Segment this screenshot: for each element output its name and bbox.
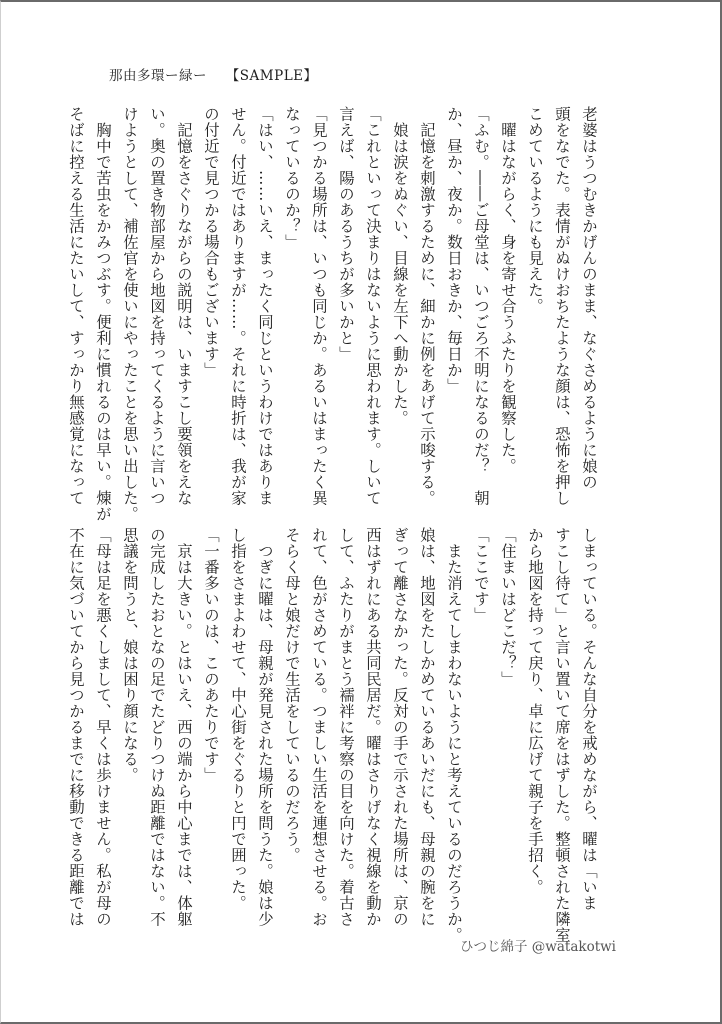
text-line: 西はずれにある共同民居だ。曜はさりげなく視線を動か xyxy=(364,527,382,927)
text-line: から地図を持って戻り、卓に広げて親子を手招く。 xyxy=(526,527,544,895)
text-column-top xyxy=(67,106,602,522)
text-line: 「母は足を悪くしまして、早くは歩けません。私が母の xyxy=(94,527,112,927)
text-line: 頭をなでた。表情がぬけおちたような顔は、恐怖を押し xyxy=(553,106,571,506)
text-line: すこし待て」と言い置いて席をはずした。整頓された隣室 xyxy=(553,527,571,943)
text-line: こめているようにも見えた。 xyxy=(526,106,544,314)
text-line: そばに控える生活にたいして、すっかり無感覚になって xyxy=(67,106,85,506)
text-line: 「これといって決まりはないように思われます。しいて xyxy=(364,106,382,506)
text-line: 記憶をさぐりながらの説明は、いますこし要領をえな xyxy=(175,106,193,506)
text-line: ぎって離さなかった。反対の手で示された場所は、京の xyxy=(391,527,409,927)
text-line: 言えば、陽のあるうちが多いかと」 xyxy=(337,106,355,362)
text-column-bottom xyxy=(67,527,602,943)
work-title: 那由多環ー緑ー xyxy=(109,68,207,84)
text-line: の付近で見つかる場合もございます」 xyxy=(202,106,220,378)
text-line: しまっている。そんな自分を戒めながら、曜は「いま xyxy=(580,527,598,911)
text-line: し指をさまよわせて、中心街をぐるりと円で囲った。 xyxy=(229,527,247,911)
text-line: 「ふむ。――ご母堂は、いつごろ不明になるのだ？ 朝 xyxy=(472,106,490,506)
text-line: けようとして、補佐官を使いにやったことを思い出した。 xyxy=(121,106,139,522)
text-line: の完成したおとなの足でたどりつけぬ距離ではない。不 xyxy=(148,527,166,927)
text-line: い。奥の置き物部屋から地図を持ってくるように言いつ xyxy=(148,106,166,506)
text-line: 「見つかる場所は、いつも同じか。あるいはまったく異 xyxy=(310,106,328,506)
text-line: 「一番多いのは、このあたりです」 xyxy=(202,527,220,783)
text-line: 京は大きい。とはいえ、西の端から中心までは、体躯 xyxy=(175,527,193,927)
text-line: 老婆はうつむきかげんのまま、なぐさめるように娘の xyxy=(580,106,598,490)
text-line: して、ふたりがまとう襦袢に考察の目を向けた。着古さ xyxy=(337,527,355,927)
text-line: か、昼か、夜か。数日おきか、毎日か」 xyxy=(445,106,463,394)
text-line: 娘は、地図をたしかめているあいだにも、母親の腕をに xyxy=(418,527,436,927)
text-line: 記憶を刺激するために、細かに例をあげて示唆する。 xyxy=(418,106,436,506)
text-line: 曜はながらく、身を寄せ合うふたりを観察した。 xyxy=(499,106,517,474)
text-line: 「ここです」 xyxy=(472,527,490,623)
text-line: そらく母と娘だけで生活をしているのだろう。 xyxy=(283,527,301,863)
text-line: 娘は涙をぬぐい、目線を左下へ動かした。 xyxy=(391,106,409,426)
author-credit: ひつじ綿子 @watakotwi xyxy=(460,939,616,955)
text-line: せん。付近ではありますが……。それに時折は、我が家 xyxy=(229,106,247,506)
text-line: 不在に気づいてから見つかるまでに移動できる距離では xyxy=(67,527,85,927)
text-line: 「はい、……いえ、まったく同じというわけではありま xyxy=(256,106,274,506)
text-line: つぎに曜は、母親が発見された場所を問うた。娘は少 xyxy=(256,527,274,927)
text-line: また消えてしまわないようにと考えているのだろうか。 xyxy=(445,527,463,943)
text-line: 思議を問うと、娘は困り顔になる。 xyxy=(121,527,139,783)
text-line: れて、色がさめている。つましい生活を連想させる。お xyxy=(310,527,328,927)
text-line: なっているのか？」 xyxy=(283,106,301,250)
text-line: 「住まいはどこだ？」 xyxy=(499,527,517,687)
text-line: 胸中で苦虫をかみつぶす。便利に慣れるのは早い。煉が xyxy=(94,106,112,522)
page-header xyxy=(109,64,318,84)
sample-label: 【SAMPLE】 xyxy=(225,68,318,84)
